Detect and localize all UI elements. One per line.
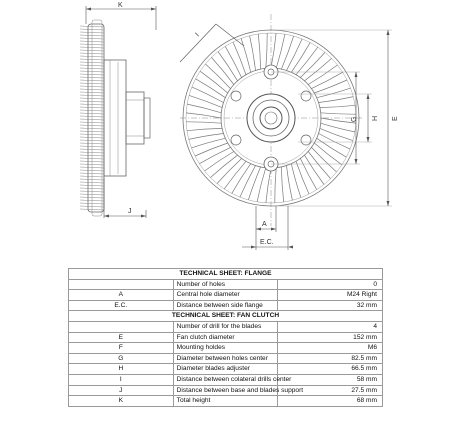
row-label: Distance between colateral drills center [173,374,278,385]
dim-label-g: G [351,116,358,122]
row-value: 152 mm [278,332,383,343]
fan-blade [312,72,343,88]
clutch-sheet-title: TECHNICAL SHEET: FAN CLUTCH [69,311,383,322]
fan-blade [258,34,260,69]
row-label: Number of holes [173,279,278,290]
row-code: J [69,385,174,396]
fan-blade [191,138,225,148]
row-value: M6 [278,343,383,354]
fan-blade [319,97,354,103]
row-label: Distance between base and blades support [173,385,278,396]
row-label: Fan clutch diameter [173,332,278,343]
fan-blade [266,168,271,203]
dim-label-h: H [372,115,379,121]
table-row [69,385,383,396]
fan-blade [291,43,310,73]
fan-blade [196,79,226,98]
fan-blade [266,33,267,68]
table-row [69,300,383,311]
fan-blade [300,159,316,190]
fan-blade [321,113,356,114]
row-value: 82.5 mm [278,353,383,364]
row-code: H [69,364,174,375]
table-row [69,343,383,354]
flange-sheet-title: TECHNICAL SHEET: FLANGE [69,269,383,280]
fan-blade [186,122,221,123]
side-view [80,2,156,218]
row-label: Mounting holdes [173,343,278,354]
row-code: K [69,396,174,407]
row-value: 68 mm [278,396,383,407]
row-value: M24 Right [278,290,383,301]
dim-label-i: I [194,31,201,39]
dim-label-k: K [118,2,123,9]
table-row [69,321,383,332]
fan-blade [320,105,355,107]
fan-blade [275,168,276,203]
fan-blade [281,167,283,202]
row-label: Distance between side flange [173,300,278,311]
fan-blade [189,134,224,140]
row-code: A [69,290,174,301]
row-value: 66.5 mm [278,364,383,375]
fan-blade [287,166,293,201]
row-value: 27.5 mm [278,385,383,396]
row-code [69,321,174,332]
table-row [69,332,383,343]
row-code: E [69,332,174,343]
table-row [69,374,383,385]
fan-blade [287,39,303,71]
table-row [69,353,383,364]
row-label: Diameter blades adjuster [173,364,278,375]
fan-blade [187,128,222,130]
fan-blade [291,164,301,198]
fan-blade [199,147,230,163]
table-row [69,396,383,407]
row-value: 32 mm [278,300,383,311]
row-code: F [69,343,174,354]
fan-blade [186,113,221,118]
row-code: G [69,353,174,364]
front-view [180,14,399,250]
row-label: Central hole diameter [173,290,278,301]
fan-blade [317,88,351,98]
fan-blade [225,46,241,77]
table-row [69,279,383,290]
fan-blade [241,38,251,72]
fan-blade [192,87,224,103]
row-code [69,279,174,290]
table-row [69,364,383,375]
row-code: I [69,374,174,385]
row-value: 0 [278,279,383,290]
row-code: E.C. [69,300,174,311]
row-value: 4 [278,321,383,332]
technical-sheet-table [68,268,383,407]
fan-blade [240,166,256,198]
row-label: Total height [173,396,278,407]
row-value: 58 mm [278,374,383,385]
clutch-title-row [69,311,383,322]
dim-label-j: J [128,208,132,215]
fan-blade [317,138,347,157]
fan-blade [271,33,276,68]
flange-title-row [69,269,383,280]
dim-label-a: A [262,221,267,228]
dim-label-ec: E.C. [260,239,274,246]
fan-blade [232,164,251,194]
row-label: Diameter between holes center [173,353,278,364]
dim-label-e: E [392,116,399,121]
row-label: Number of drill for the blades [173,321,278,332]
fan-blade [319,134,351,150]
fan-blade [250,36,256,71]
table-row [69,290,383,301]
